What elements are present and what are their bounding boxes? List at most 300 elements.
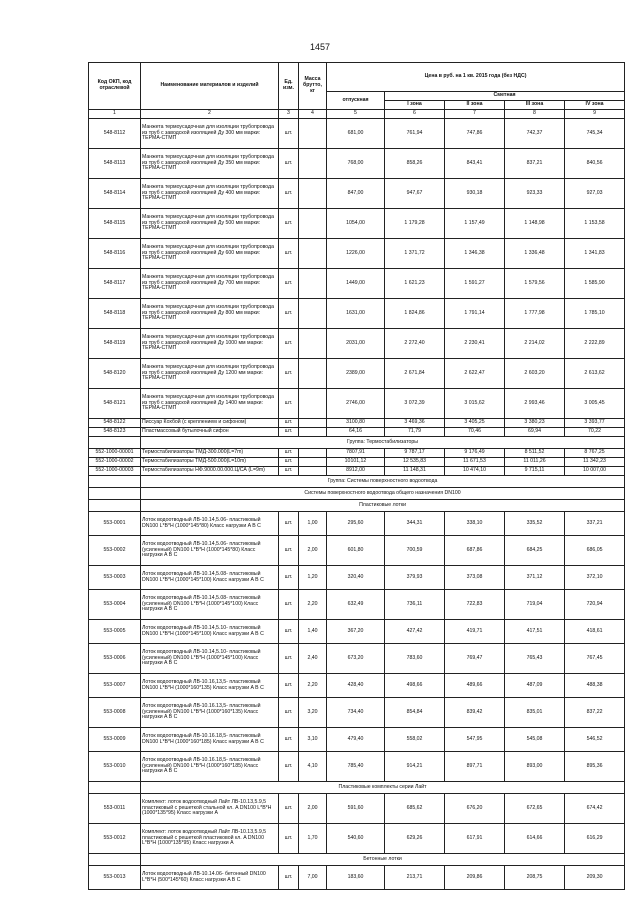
item-price-zone-4: 8 767,25 bbox=[565, 449, 625, 458]
item-price-wholesale: 1449,00 bbox=[327, 269, 385, 299]
item-price-zone-3: 1 777,98 bbox=[505, 299, 565, 329]
item-price-zone-3: 719,04 bbox=[505, 590, 565, 620]
item-price-zone-1: 71,79 bbox=[385, 428, 445, 437]
item-price-zone-3: 2 603,20 bbox=[505, 359, 565, 389]
item-price-zone-3: 11 011,26 bbox=[505, 458, 565, 467]
header-price-group: Цена в руб. на 1 кв. 2015 года (без НДС) bbox=[327, 63, 625, 92]
item-price-zone-4: 11 342,23 bbox=[565, 458, 625, 467]
item-price-wholesale: 673,20 bbox=[327, 644, 385, 674]
item-code: 548-8123 bbox=[89, 428, 141, 437]
item-name: Термостабилизаторы ТМД-500.000(L=10m) bbox=[141, 458, 279, 467]
item-price-zone-3: 1 336,48 bbox=[505, 239, 565, 269]
group-code-cell bbox=[89, 854, 141, 866]
item-price-zone-3: 8 511,52 bbox=[505, 449, 565, 458]
table-row bbox=[89, 428, 625, 437]
item-mass: 2,40 bbox=[299, 644, 327, 674]
item-price-zone-4: 895,36 bbox=[565, 752, 625, 782]
table-row bbox=[89, 269, 625, 299]
item-price-zone-1: 914,21 bbox=[385, 752, 445, 782]
item-code: 552-1000-00002 bbox=[89, 458, 141, 467]
item-code: 553-0013 bbox=[89, 866, 141, 890]
item-price-zone-3: 837,21 bbox=[505, 149, 565, 179]
item-name: Термостабилизаторы ТМД-300.000(L=7m) bbox=[141, 449, 279, 458]
item-price-zone-4: 837,22 bbox=[565, 698, 625, 728]
item-price-zone-1: 736,11 bbox=[385, 590, 445, 620]
item-price-wholesale: 681,00 bbox=[327, 119, 385, 149]
item-price-zone-4: 418,61 bbox=[565, 620, 625, 644]
item-mass bbox=[299, 419, 327, 428]
item-mass bbox=[299, 389, 327, 419]
column-number: 5 bbox=[327, 110, 385, 119]
item-name: Термостабилизаторы НФ.9000.00.000.Ц/СА (L=9m) bbox=[141, 467, 279, 476]
item-price-wholesale: 540,60 bbox=[327, 824, 385, 854]
item-price-zone-2: 1 346,38 bbox=[445, 239, 505, 269]
table-body bbox=[89, 119, 625, 890]
item-price-zone-1: 344,31 bbox=[385, 512, 445, 536]
item-mass bbox=[299, 209, 327, 239]
item-price-wholesale: 1054,00 bbox=[327, 209, 385, 239]
item-price-zone-1: 213,71 bbox=[385, 866, 445, 890]
column-number: 2 bbox=[141, 110, 279, 119]
item-price-wholesale: 3100,80 bbox=[327, 419, 385, 428]
table-row bbox=[89, 299, 625, 329]
table-row bbox=[89, 824, 625, 854]
item-name: Лоток водоотводный ЛВ-10.16,13,5- пластиковый DN100 L*B*H (1000*160*135) Класс нагрузки A B C bbox=[141, 674, 279, 698]
item-price-zone-3: 1 579,56 bbox=[505, 269, 565, 299]
item-price-zone-2: 2 622,47 bbox=[445, 359, 505, 389]
header-name: Наименование материалов и изделий bbox=[141, 63, 279, 110]
item-name: Манжета термоусадочная для изоляции трубопровода из труб с заводской изоляцией Ду 1000 мм марки: ТЕРМА-СТМП bbox=[141, 329, 279, 359]
item-price-zone-4: 927,03 bbox=[565, 179, 625, 209]
item-mass: 1,70 bbox=[299, 824, 327, 854]
item-name: Манжета термоусадочная для изоляции трубопровода из труб с заводской изоляцией Ду 600 мм марки: ТЕРМА-СТМП bbox=[141, 239, 279, 269]
item-unit: шт. bbox=[279, 359, 299, 389]
column-number: 3 bbox=[279, 110, 299, 119]
item-name: Манжета термоусадочная для изоляции трубопровода из труб с заводской изоляцией Ду 1200 мм марки: ТЕРМА-СТМП bbox=[141, 359, 279, 389]
item-mass: 2,00 bbox=[299, 536, 327, 566]
item-name: Лоток водоотводный ЛВ-10.14,5.06- пластиковый (усиленный) DN100 L*B*H (1000*145*80) Класс нагрузки A B C bbox=[141, 536, 279, 566]
table-row bbox=[89, 239, 625, 269]
item-price-zone-4: 1 341,83 bbox=[565, 239, 625, 269]
item-price-wholesale: 1226,00 bbox=[327, 239, 385, 269]
item-code: 548-8116 bbox=[89, 239, 141, 269]
header-zone-2: II зона bbox=[445, 101, 505, 110]
item-mass bbox=[299, 179, 327, 209]
table-row bbox=[89, 590, 625, 620]
item-mass bbox=[299, 119, 327, 149]
item-mass bbox=[299, 329, 327, 359]
item-code: 553-0010 bbox=[89, 752, 141, 782]
item-unit: шт. bbox=[279, 467, 299, 476]
item-price-zone-4: 3 393,77 bbox=[565, 419, 625, 428]
item-price-zone-3: 684,25 bbox=[505, 536, 565, 566]
item-price-zone-2: 843,41 bbox=[445, 149, 505, 179]
column-number: 6 bbox=[385, 110, 445, 119]
item-price-zone-1: 1 371,72 bbox=[385, 239, 445, 269]
item-code: 548-8114 bbox=[89, 179, 141, 209]
header-wholesale: отпускная bbox=[327, 92, 385, 110]
item-price-zone-2: 3 405,25 bbox=[445, 419, 505, 428]
item-price-zone-2: 839,42 bbox=[445, 698, 505, 728]
item-price-zone-2: 373,08 bbox=[445, 566, 505, 590]
item-unit: шт. bbox=[279, 590, 299, 620]
group-row bbox=[89, 476, 625, 488]
table-row bbox=[89, 698, 625, 728]
item-code: 553-0001 bbox=[89, 512, 141, 536]
item-unit: шт. bbox=[279, 752, 299, 782]
item-code: 548-8122 bbox=[89, 419, 141, 428]
item-price-wholesale: 734,40 bbox=[327, 698, 385, 728]
item-mass: 2,00 bbox=[299, 794, 327, 824]
item-price-zone-4: 372,10 bbox=[565, 566, 625, 590]
item-price-zone-1: 629,26 bbox=[385, 824, 445, 854]
item-price-zone-3: 9 715,11 bbox=[505, 467, 565, 476]
item-unit: шт. bbox=[279, 239, 299, 269]
item-mass: 3,10 bbox=[299, 728, 327, 752]
item-price-zone-1: 9 787,17 bbox=[385, 449, 445, 458]
table-row bbox=[89, 179, 625, 209]
group-code-cell bbox=[89, 488, 141, 500]
item-unit: шт. bbox=[279, 620, 299, 644]
page-number: 1457 bbox=[309, 42, 331, 52]
item-price-zone-4: 674,42 bbox=[565, 794, 625, 824]
table-row bbox=[89, 674, 625, 698]
column-number: 1 bbox=[89, 110, 141, 119]
item-code: 553-0002 bbox=[89, 536, 141, 566]
item-unit: шт. bbox=[279, 728, 299, 752]
item-price-zone-4: 840,56 bbox=[565, 149, 625, 179]
item-code: 548-8121 bbox=[89, 389, 141, 419]
item-mass: 4,10 bbox=[299, 752, 327, 782]
item-name: Манжета термоусадочная для изоляции трубопровода из труб с заводской изоляцией Ду 800 мм марки: ТЕРМА-СТМП bbox=[141, 299, 279, 329]
header-unit: Ед. изм. bbox=[279, 63, 299, 110]
item-unit: шт. bbox=[279, 179, 299, 209]
item-price-zone-4: 1 585,90 bbox=[565, 269, 625, 299]
item-mass bbox=[299, 467, 327, 476]
item-unit: шт. bbox=[279, 149, 299, 179]
item-name: Манжета термоусадочная для изоляции трубопровода из труб с заводской изоляцией Ду 500 мм марки: ТЕРМА-СТМП bbox=[141, 209, 279, 239]
item-name: Манжета термоусадочная для изоляции трубопровода из труб с заводской изоляцией Ду 700 мм марки: ТЕРМА-СТМП bbox=[141, 269, 279, 299]
item-price-zone-1: 2 671,84 bbox=[385, 359, 445, 389]
item-price-zone-3: 335,52 bbox=[505, 512, 565, 536]
item-name: Манжета термоусадочная для изоляции трубопровода из труб с заводской изоляцией Ду 400 мм марки: ТЕРМА-СТМП bbox=[141, 179, 279, 209]
table-row bbox=[89, 536, 625, 566]
group-code-cell bbox=[89, 782, 141, 794]
item-price-zone-2: 209,86 bbox=[445, 866, 505, 890]
item-price-zone-2: 11 671,53 bbox=[445, 458, 505, 467]
item-price-zone-3: 545,08 bbox=[505, 728, 565, 752]
item-mass bbox=[299, 359, 327, 389]
item-price-zone-1: 3 072,39 bbox=[385, 389, 445, 419]
item-price-zone-1: 2 272,40 bbox=[385, 329, 445, 359]
item-price-zone-3: 371,12 bbox=[505, 566, 565, 590]
item-price-zone-4: 488,38 bbox=[565, 674, 625, 698]
item-price-zone-2: 617,91 bbox=[445, 824, 505, 854]
item-code: 548-8117 bbox=[89, 269, 141, 299]
item-price-zone-3: 1 148,98 bbox=[505, 209, 565, 239]
item-price-zone-1: 761,94 bbox=[385, 119, 445, 149]
header-mass: Масса брутто, кг bbox=[299, 63, 327, 110]
item-name: Пластмассовый бутылочный сифон bbox=[141, 428, 279, 437]
item-name: Лоток водоотводный ЛВ-10.14,5.10- пластиковый (усиленный) DN100 L*B*H (1000*145*100) Класс нагрузки A B C bbox=[141, 644, 279, 674]
header-zone-4: IV зона bbox=[565, 101, 625, 110]
header-code: Код ОКП, код отраслевой bbox=[89, 63, 141, 110]
item-price-zone-2: 419,71 bbox=[445, 620, 505, 644]
item-price-wholesale: 428,40 bbox=[327, 674, 385, 698]
item-mass: 7,00 bbox=[299, 866, 327, 890]
item-price-zone-4: 3 005,45 bbox=[565, 389, 625, 419]
item-price-zone-3: 923,33 bbox=[505, 179, 565, 209]
item-mass bbox=[299, 299, 327, 329]
item-price-zone-3: 2 993,46 bbox=[505, 389, 565, 419]
item-name: Лоток водоотводный ЛВ-10.16.18,5- пластиковый DN100 L*B*H (1000*160*185) Класс нагрузки A B C bbox=[141, 728, 279, 752]
item-code: 548-8120 bbox=[89, 359, 141, 389]
item-unit: шт. bbox=[279, 794, 299, 824]
item-price-zone-4: 616,29 bbox=[565, 824, 625, 854]
item-code: 553-0009 bbox=[89, 728, 141, 752]
item-price-wholesale: 2031,00 bbox=[327, 329, 385, 359]
item-code: 553-0003 bbox=[89, 566, 141, 590]
item-price-wholesale: 64,16 bbox=[327, 428, 385, 437]
item-price-zone-1: 498,66 bbox=[385, 674, 445, 698]
item-price-zone-1: 12 535,83 bbox=[385, 458, 445, 467]
item-code: 548-8115 bbox=[89, 209, 141, 239]
item-name: Комплект: лоток водоотводный Лайт ЛВ-10.13,5.9,5 пластиковый с решеткой стальной кл. A DN100 L*B*H (1000*135*95) Класс нагрузки A bbox=[141, 794, 279, 824]
item-price-zone-2: 897,71 bbox=[445, 752, 505, 782]
group-title: Пластиковые комплекты серии Лайт bbox=[141, 782, 625, 794]
item-price-zone-1: 558,02 bbox=[385, 728, 445, 752]
item-unit: шт. bbox=[279, 329, 299, 359]
item-unit: шт. bbox=[279, 512, 299, 536]
item-price-zone-3: 614,66 bbox=[505, 824, 565, 854]
item-price-wholesale: 847,00 bbox=[327, 179, 385, 209]
table-row bbox=[89, 329, 625, 359]
item-price-zone-4: 70,22 bbox=[565, 428, 625, 437]
item-price-zone-2: 1 591,27 bbox=[445, 269, 505, 299]
item-mass bbox=[299, 458, 327, 467]
item-code: 548-8112 bbox=[89, 119, 141, 149]
item-price-zone-3: 835,01 bbox=[505, 698, 565, 728]
item-price-zone-4: 745,34 bbox=[565, 119, 625, 149]
item-price-zone-4: 546,52 bbox=[565, 728, 625, 752]
item-unit: шт. bbox=[279, 866, 299, 890]
item-code: 553-0007 bbox=[89, 674, 141, 698]
item-name: Манжета термоусадочная для изоляции трубопровода из труб с заводской изоляцией Ду 300 мм марки: ТЕРМА-СТМП bbox=[141, 119, 279, 149]
item-price-wholesale: 367,20 bbox=[327, 620, 385, 644]
item-price-zone-3: 672,65 bbox=[505, 794, 565, 824]
item-code: 548-8113 bbox=[89, 149, 141, 179]
table-row bbox=[89, 389, 625, 419]
item-price-zone-2: 70,46 bbox=[445, 428, 505, 437]
item-price-zone-1: 700,59 bbox=[385, 536, 445, 566]
item-price-wholesale: 601,80 bbox=[327, 536, 385, 566]
item-name: Писсуар Кохбой (с креплением и сифоном) bbox=[141, 419, 279, 428]
price-table bbox=[88, 62, 625, 890]
item-price-zone-1: 947,67 bbox=[385, 179, 445, 209]
table-row bbox=[89, 566, 625, 590]
table-row bbox=[89, 359, 625, 389]
item-code: 553-0008 bbox=[89, 698, 141, 728]
item-price-zone-3: 69,94 bbox=[505, 428, 565, 437]
item-name: Лоток водоотводный ЛВ-10.14,5.06- пластиковый DN100 L*B*H (1000*145*80) Класс нагрузки A B C bbox=[141, 512, 279, 536]
table-row bbox=[89, 149, 625, 179]
item-price-zone-2: 489,66 bbox=[445, 674, 505, 698]
item-price-zone-4: 767,45 bbox=[565, 644, 625, 674]
item-unit: шт. bbox=[279, 428, 299, 437]
item-mass: 2,20 bbox=[299, 590, 327, 620]
item-price-zone-4: 1 153,58 bbox=[565, 209, 625, 239]
item-code: 553-0004 bbox=[89, 590, 141, 620]
item-unit: шт. bbox=[279, 566, 299, 590]
item-price-zone-1: 1 179,28 bbox=[385, 209, 445, 239]
item-price-zone-1: 858,26 bbox=[385, 149, 445, 179]
group-row bbox=[89, 782, 625, 794]
item-unit: шт. bbox=[279, 536, 299, 566]
column-number: 7 bbox=[445, 110, 505, 119]
item-price-zone-3: 208,75 bbox=[505, 866, 565, 890]
item-price-zone-2: 769,47 bbox=[445, 644, 505, 674]
item-price-zone-4: 1 785,10 bbox=[565, 299, 625, 329]
group-title: Бетонные лотки bbox=[141, 854, 625, 866]
item-price-zone-2: 1 791,14 bbox=[445, 299, 505, 329]
item-unit: шт. bbox=[279, 269, 299, 299]
table-row bbox=[89, 449, 625, 458]
header-estimate: Сметная bbox=[385, 92, 625, 101]
header-zone-1: I зона bbox=[385, 101, 445, 110]
header-zone-3: III зона bbox=[505, 101, 565, 110]
item-name: Лоток водоотводный ЛВ-10.14,5.08- пластиковый DN100 L*B*H (1000*145*100) Класс нагрузки A B C bbox=[141, 566, 279, 590]
group-title: Системы поверхностного водоотвода общего назначения DN100 bbox=[141, 488, 625, 500]
item-price-zone-3: 3 380,23 bbox=[505, 419, 565, 428]
item-price-zone-2: 3 015,62 bbox=[445, 389, 505, 419]
item-mass bbox=[299, 449, 327, 458]
item-mass bbox=[299, 428, 327, 437]
item-price-zone-1: 854,84 bbox=[385, 698, 445, 728]
item-mass bbox=[299, 269, 327, 299]
item-price-wholesale: 295,60 bbox=[327, 512, 385, 536]
item-price-zone-4: 2 613,62 bbox=[565, 359, 625, 389]
item-unit: шт. bbox=[279, 824, 299, 854]
item-price-zone-2: 10 474,10 bbox=[445, 467, 505, 476]
item-mass bbox=[299, 239, 327, 269]
table-row bbox=[89, 119, 625, 149]
group-code-cell bbox=[89, 500, 141, 512]
item-price-zone-1: 1 824,86 bbox=[385, 299, 445, 329]
column-number: 9 bbox=[565, 110, 625, 119]
table-row bbox=[89, 620, 625, 644]
item-price-zone-4: 2 222,89 bbox=[565, 329, 625, 359]
item-code: 553-0012 bbox=[89, 824, 141, 854]
item-unit: шт. bbox=[279, 458, 299, 467]
table-row bbox=[89, 728, 625, 752]
item-price-wholesale: 2746,00 bbox=[327, 389, 385, 419]
item-code: 552-1000-00001 bbox=[89, 449, 141, 458]
item-mass: 1,40 bbox=[299, 620, 327, 644]
item-price-wholesale: 2389,00 bbox=[327, 359, 385, 389]
column-number-row bbox=[89, 110, 625, 119]
table-header bbox=[89, 63, 625, 119]
group-code-cell bbox=[89, 437, 141, 449]
group-title: Пластиковые лотки bbox=[141, 500, 625, 512]
table-row bbox=[89, 866, 625, 890]
table-row bbox=[89, 512, 625, 536]
item-price-zone-2: 676,20 bbox=[445, 794, 505, 824]
item-price-zone-3: 742,37 bbox=[505, 119, 565, 149]
item-name: Лоток водоотводный ЛВ-10.14,5.10- пластиковый DN100 L*B*H (1000*145*100) Класс нагрузки A B C bbox=[141, 620, 279, 644]
group-code-cell bbox=[89, 476, 141, 488]
table-row bbox=[89, 467, 625, 476]
table-row bbox=[89, 794, 625, 824]
item-price-wholesale: 10101,12 bbox=[327, 458, 385, 467]
item-price-zone-2: 1 157,49 bbox=[445, 209, 505, 239]
item-name: Лоток водоотводный ЛВ-10.16.18,5- пластиковый (усиленный) DN100 L*B*H (1000*160*185) Класс нагрузки A B C bbox=[141, 752, 279, 782]
group-row bbox=[89, 500, 625, 512]
table-row bbox=[89, 458, 625, 467]
item-price-zone-3: 2 214,02 bbox=[505, 329, 565, 359]
table-row bbox=[89, 209, 625, 239]
item-unit: шт. bbox=[279, 389, 299, 419]
item-price-zone-2: 338,10 bbox=[445, 512, 505, 536]
item-price-zone-2: 722,83 bbox=[445, 590, 505, 620]
item-price-zone-3: 893,00 bbox=[505, 752, 565, 782]
item-price-zone-1: 685,62 bbox=[385, 794, 445, 824]
item-price-zone-2: 547,95 bbox=[445, 728, 505, 752]
item-price-zone-4: 10 007,00 bbox=[565, 467, 625, 476]
item-code: 553-0006 bbox=[89, 644, 141, 674]
table-row bbox=[89, 419, 625, 428]
item-unit: шт. bbox=[279, 698, 299, 728]
item-unit: шт. bbox=[279, 674, 299, 698]
item-price-zone-2: 2 230,41 bbox=[445, 329, 505, 359]
item-unit: шт. bbox=[279, 209, 299, 239]
item-price-zone-2: 747,86 bbox=[445, 119, 505, 149]
item-price-zone-3: 417,51 bbox=[505, 620, 565, 644]
item-unit: шт. bbox=[279, 119, 299, 149]
group-row bbox=[89, 488, 625, 500]
item-price-zone-4: 686,05 bbox=[565, 536, 625, 566]
item-price-wholesale: 768,00 bbox=[327, 149, 385, 179]
item-name: Манжета термоусадочная для изоляции трубопровода из труб с заводской изоляцией Ду 350 мм марки: ТЕРМА-СТМП bbox=[141, 149, 279, 179]
item-price-zone-3: 765,43 bbox=[505, 644, 565, 674]
group-row bbox=[89, 854, 625, 866]
item-unit: шт. bbox=[279, 644, 299, 674]
item-price-zone-1: 1 621,23 bbox=[385, 269, 445, 299]
item-price-zone-1: 11 148,31 bbox=[385, 467, 445, 476]
item-mass: 1,20 bbox=[299, 566, 327, 590]
group-title: Группа: Термостабилизаторы bbox=[141, 437, 625, 449]
table-row bbox=[89, 644, 625, 674]
item-price-zone-1: 379,93 bbox=[385, 566, 445, 590]
item-price-wholesale: 7807,91 bbox=[327, 449, 385, 458]
item-price-wholesale: 320,40 bbox=[327, 566, 385, 590]
item-price-wholesale: 591,60 bbox=[327, 794, 385, 824]
group-row bbox=[89, 437, 625, 449]
item-price-zone-3: 487,09 bbox=[505, 674, 565, 698]
item-price-zone-2: 930,18 bbox=[445, 179, 505, 209]
table-row bbox=[89, 752, 625, 782]
item-unit: шт. bbox=[279, 449, 299, 458]
column-number: 4 bbox=[299, 110, 327, 119]
column-number: 8 bbox=[505, 110, 565, 119]
item-name: Лоток водоотводный ЛВ-10.16.13,5- пластиковый (усиленный) DN100 L*B*H (1000*160*135) Класс нагрузки A B C bbox=[141, 698, 279, 728]
item-unit: шт. bbox=[279, 419, 299, 428]
item-name: Манжета термоусадочная для изоляции трубопровода из труб с заводской изоляцией Ду 1400 мм марки: ТЕРМА-СТМП bbox=[141, 389, 279, 419]
item-code: 553-0005 bbox=[89, 620, 141, 644]
item-price-zone-2: 9 176,49 bbox=[445, 449, 505, 458]
item-name: Лоток водоотводный ЛВ-10.14,5.08- пластиковый (усиленный) DN100 L*B*H (1000*145*100) Класс нагрузки A B C bbox=[141, 590, 279, 620]
item-price-zone-4: 209,30 bbox=[565, 866, 625, 890]
item-price-zone-1: 427,42 bbox=[385, 620, 445, 644]
